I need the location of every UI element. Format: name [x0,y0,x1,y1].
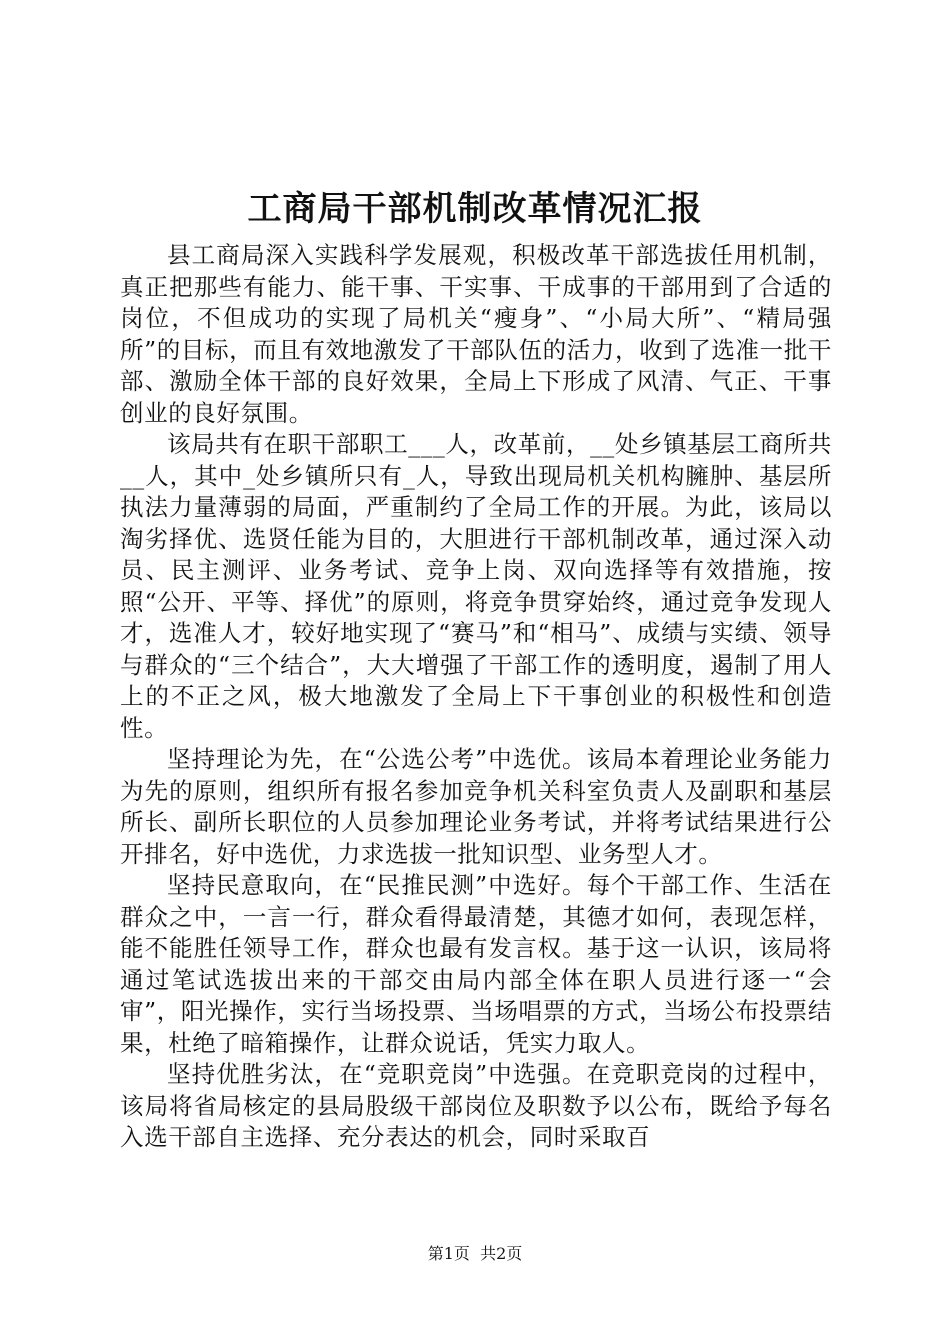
page-footer [0,1243,950,1265]
paragraph-competition: 坚持优胜劣汰，在“竞职竞岗”中选强。在竞职竞岗的过程中，该局将省局核定的县局股级干部岗位及职数予以公布，既给予每名入选干部自主选择、充分表达的机会，同时采取百 [120,1060,832,1151]
paragraph-public-opinion: 坚持民意取向，在“民推民测”中选好。每个干部工作、生活在群众之中，一言一行，群众看得最清楚，其德才如何，表现怎样，能不能胜任领导工作，群众也最有发言权。基于这一认识，该局将通过笔试选拔出来的干部交由局内部全体在职人员进行逐一“会审”，阳光操作，实行当场投票、当场唱票的方式，当场公布投票结果，杜绝了暗箱操作，让群众说话，凭实力取人。 [120,871,832,1057]
paragraph-background: 该局共有在职干部职工___人，改革前，__处乡镇基层工商所共__人，其中_处乡镇所只有_人，导致出现局机关机构臃肿、基层所执法力量薄弱的局面，严重制约了全局工作的开展。为此，该局以淘劣择优、选贤任能为目的，大胆进行干部机制改革，通过深入动员、民主测评、业务考试、竞争上岗、双向选择等有效措施，按照“公开、平等、择优”的原则，将竞争贯穿始终，通过竞争发现人才，选准人才，较好地实现了“赛马”和“相马”、成绩与实绩、领导与群众的“三个结合”，大大增强了干部工作的透明度，遏制了用人上的不正之风，极大地激发了全局上下干事创业的积极性和创造性。 [120,430,832,742]
paragraph-intro: 县工商局深入实践科学发展观，积极改革干部选拔任用机制，真正把那些有能力、能干事、干实事、干成事的干部用到了合适的岗位，不但成功的实现了局机关“瘦身”、“小局大所”、“精局强所”的目标，而且有效地激发了干部队伍的活力，收到了选准一批干部、激励全体干部的良好效果，全局上下形成了风清、气正、干事创业的良好氛围。 [120,241,832,427]
document-title: 工商局干部机制改革情况汇报 [247,189,703,229]
page-number-label: 第1页 共2页 [427,1244,523,1263]
document-body [120,240,832,1154]
paragraph-theory-first: 坚持理论为先，在“公选公考”中选优。该局本着理论业务能力为先的原则，组织所有报名参加竞争机关科室负责人及副职和基层所长、副所长职位的人员参加理论业务考试，并将考试结果进行公开排名，好中选优，力求选拔一批知识型、业务型人才。 [120,745,832,868]
